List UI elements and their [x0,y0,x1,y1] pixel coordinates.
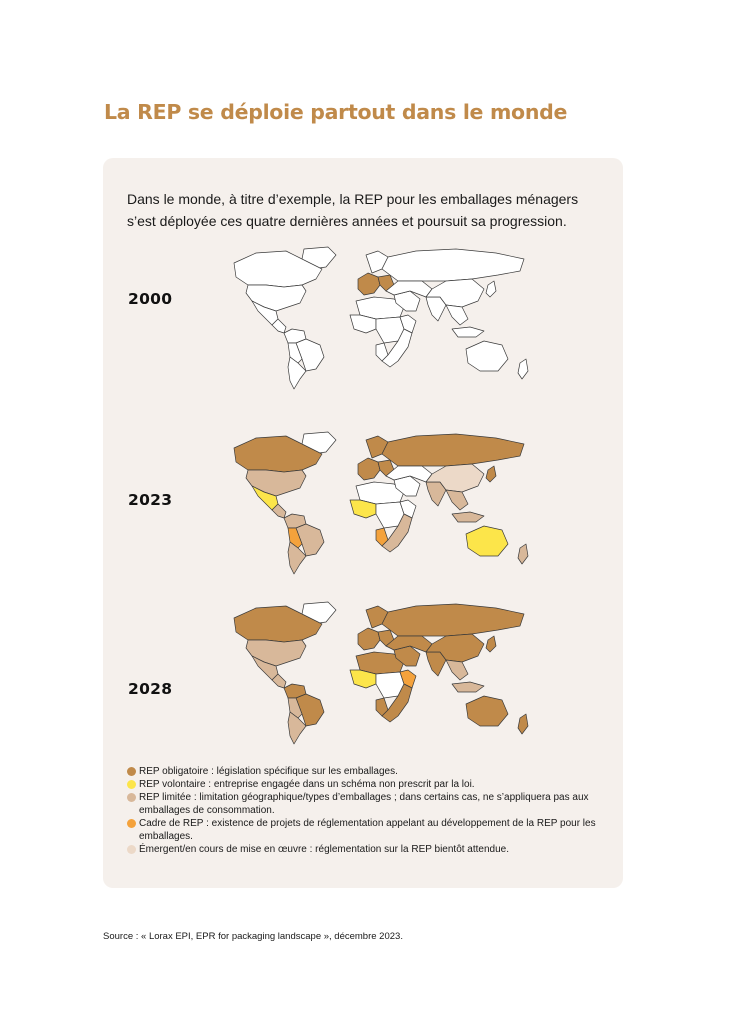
region-australia [466,696,508,726]
map-year-label-2028: 2028 [128,680,173,698]
region-west-africa [350,670,376,688]
region-australia [466,526,508,556]
region-japan [486,281,496,297]
region-europe-west [358,628,380,650]
region-new-zealand [518,544,528,564]
legend-item-emergent [127,843,597,856]
region-southeast-asia [446,660,468,680]
map-legend [127,765,597,856]
legend-item-cadre [127,817,597,843]
world-map-svg-2028 [226,600,546,745]
region-usa [246,285,306,311]
region-southeast-asia [446,305,468,325]
region-west-africa [350,500,376,518]
region-russia [382,434,524,466]
legend-label-volontaire: REP volontaire : entreprise engagée dans un schéma non prescrit par la loi. [139,779,475,790]
legend-item-obligatoire [127,765,597,778]
legend-item-limitee [127,791,597,817]
region-russia [382,249,524,281]
world-map-2028 [226,600,546,745]
region-indonesia [452,327,484,337]
region-usa [246,640,306,666]
region-europe-west [358,273,380,295]
region-southeast-asia [446,490,468,510]
legend-label-limitee: REP limitée : limitation géographique/types d’emballages ; dans certains cas, ne s’appliquera pas aux emballages de consommation. [139,792,589,816]
region-new-zealand [518,714,528,734]
legend-label-emergent: Émergent/en cours de mise en œuvre : réglementation sur la REP bientôt attendue. [139,844,510,855]
legend-label-obligatoire: REP obligatoire : législation spécifique sur les emballages. [139,766,398,777]
world-map-2000 [226,245,546,390]
legend-swatch-emergent [127,845,136,854]
intro-text: Dans le monde, à titre d’exemple, la REP pour les emballages ménagers s’est déployée ces quatre dernières années et poursuit sa progression. [127,191,579,229]
region-russia [382,604,524,636]
source-note: Source : « Lorax EPI, EPR for packaging landscape », décembre 2023. [103,931,403,942]
legend-swatch-obligatoire [127,767,136,776]
region-indonesia [452,682,484,692]
legend-swatch-volontaire [127,780,136,789]
legend-item-volontaire [127,778,597,791]
world-map-2023 [226,430,546,575]
legend-label-cadre: Cadre de REP : existence de projets de réglementation appelant au développement de la REP pour les emballages. [139,818,596,842]
region-usa [246,470,306,496]
region-japan [486,466,496,482]
region-indonesia [452,512,484,522]
world-map-svg-2000 [226,245,546,390]
region-australia [466,341,508,371]
legend-swatch-cadre [127,819,136,828]
region-europe-west [358,458,380,480]
page-title: La REP se déploie partout dans le monde [104,100,568,124]
region-new-zealand [518,359,528,379]
legend-swatch-limitee [127,793,136,802]
map-year-label-2000: 2000 [128,290,173,308]
world-map-svg-2023 [226,430,546,575]
region-japan [486,636,496,652]
region-west-africa [350,315,376,333]
map-year-label-2023: 2023 [128,491,173,509]
